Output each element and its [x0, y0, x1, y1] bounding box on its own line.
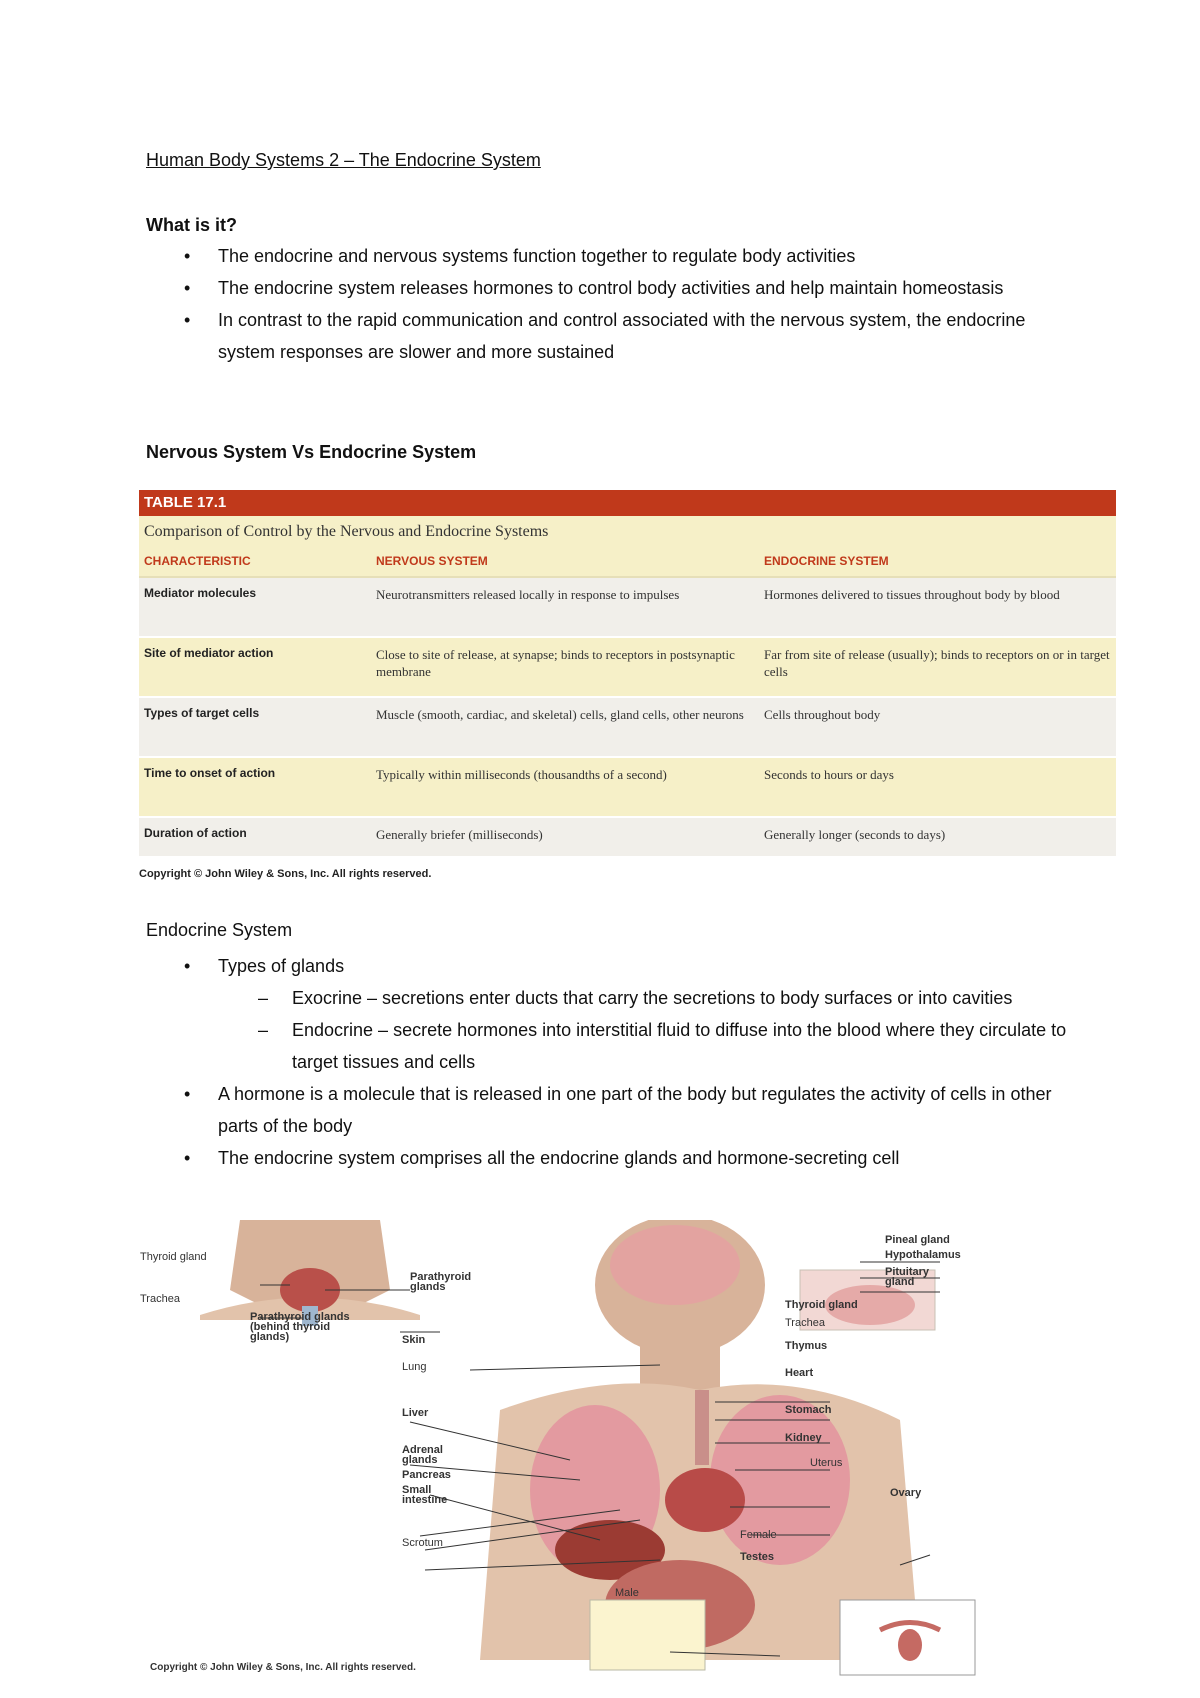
sub-list-item: – Exocrine – secretions enter ducts that carry the secretions to body surfaces or into cavities — [258, 988, 1013, 1008]
label-uterus: Uterus — [810, 1457, 843, 1469]
table-cell: Types of target cells — [144, 706, 260, 720]
label-heart: Heart — [785, 1367, 814, 1379]
label-pituitary-gland: Pituitary gland — [885, 1266, 930, 1288]
table-header-row — [139, 546, 1116, 578]
label-thymus: Thymus — [785, 1340, 828, 1352]
list-item: • The endocrine and nervous systems function together to regulate body activities — [184, 246, 856, 266]
table-cell: Far from site of release (usually); binds to receptors on or in target cells — [764, 647, 1110, 679]
table-row — [139, 638, 1116, 698]
table-cell: Muscle (smooth, cardiac, and skeletal) cells, gland cells, other neurons — [376, 707, 744, 722]
table-cell: Duration of action — [144, 826, 247, 840]
label-skin: Skin — [402, 1334, 426, 1346]
endocrine-diagram — [140, 1220, 1040, 1680]
table-cell: Generally briefer (milliseconds) — [376, 827, 543, 842]
label-adrenal-glands: Adrenal glands — [402, 1444, 443, 1466]
endocrine-list — [146, 950, 1076, 1174]
table-row — [139, 698, 1116, 758]
label-trachea-right: Trachea — [785, 1317, 825, 1329]
column-header: CHARACTERISTIC — [144, 554, 251, 568]
anatomy-illustration — [140, 1220, 1040, 1680]
label-pineal-gland: Pineal gland — [885, 1234, 950, 1246]
label-ovary: Ovary — [890, 1487, 922, 1499]
table-cell: Site of mediator action — [144, 646, 274, 660]
label-pancreas: Pancreas — [402, 1469, 451, 1481]
comparison-heading: Nervous System Vs Endocrine System — [146, 442, 477, 462]
label-kidney: Kidney — [785, 1432, 822, 1444]
label-liver: Liver — [402, 1407, 429, 1419]
table-caption: Comparison of Control by the Nervous and Endocrine Systems — [139, 516, 1116, 546]
column-header: ENDOCRINE SYSTEM — [764, 553, 889, 568]
column-header: NERVOUS SYSTEM — [376, 553, 488, 568]
endocrine-heading: Endocrine System — [146, 920, 293, 940]
label-hypothalamus: Hypothalamus — [885, 1249, 961, 1261]
sub-list-item: – Endocrine – secrete hormones into interstitial fluid to diffuse into the blood where they circulate to target tissues and cells — [258, 1020, 1067, 1072]
table-cell: Seconds to hours or days — [764, 767, 894, 782]
table-cell: Neurotransmitters released locally in response to impulses — [376, 587, 680, 602]
table-row — [139, 818, 1116, 858]
document-title: Human Body Systems 2 – The Endocrine System — [146, 150, 541, 170]
list-item: • Types of glands — [184, 956, 345, 976]
table-cell: Cells throughout body — [764, 707, 881, 722]
table-cell: Close to site of release, at synapse; binds to receptors in postsynaptic membrane — [376, 647, 735, 679]
label-scrotum: Scrotum — [402, 1537, 443, 1549]
table-cell: Generally longer (seconds to days) — [764, 827, 946, 842]
label-parathyroid-behind: Parathyroid glands (behind thyroid glands) — [250, 1311, 350, 1343]
label-stomach: Stomach — [785, 1404, 832, 1416]
label-testes: Testes — [740, 1551, 775, 1563]
table-row — [139, 578, 1116, 638]
label-thyroid-gland: Thyroid gland — [140, 1251, 207, 1263]
what-is-it-list — [146, 240, 1076, 368]
diagram-copyright: Copyright © John Wiley & Sons, Inc. All rights reserved. — [150, 1662, 416, 1673]
table-cell: Mediator molecules — [144, 586, 257, 600]
table-copyright: Copyright © John Wiley & Sons, Inc. All rights reserved. — [139, 868, 432, 880]
label-lung: Lung — [402, 1361, 427, 1373]
table-cell: Typically within milliseconds (thousandths of a second) — [376, 767, 667, 782]
label-small-intestine: Small intestine — [402, 1484, 448, 1506]
label-parathyroid-glands: Parathyroid glands — [410, 1271, 472, 1293]
label-female: Female — [740, 1529, 777, 1541]
label-thyroid-gland-right: Thyroid gland — [785, 1299, 858, 1311]
label-male: Male — [615, 1587, 639, 1599]
list-item: • The endocrine system releases hormones to control body activities and help maintain homeostasis — [184, 278, 1004, 298]
what-is-it-heading: What is it? — [146, 215, 237, 235]
list-item: • The endocrine system comprises all the endocrine glands and hormone-secreting cell — [184, 1148, 900, 1168]
table-row — [139, 758, 1116, 818]
label-trachea: Trachea — [140, 1293, 180, 1305]
list-item: • In contrast to the rapid communication and control associated with the nervous system, the endocrine system responses are slower and more sustained — [184, 310, 1026, 362]
list-item: • A hormone is a molecule that is released in one part of the body but regulates the activity of cells in other parts of the body — [184, 1084, 1052, 1136]
table-label: TABLE 17.1 — [139, 490, 1116, 516]
comparison-table — [139, 490, 1116, 880]
table-cell: Time to onset of action — [144, 766, 276, 780]
table-cell: Hormones delivered to tissues throughout body by blood — [764, 587, 1060, 602]
